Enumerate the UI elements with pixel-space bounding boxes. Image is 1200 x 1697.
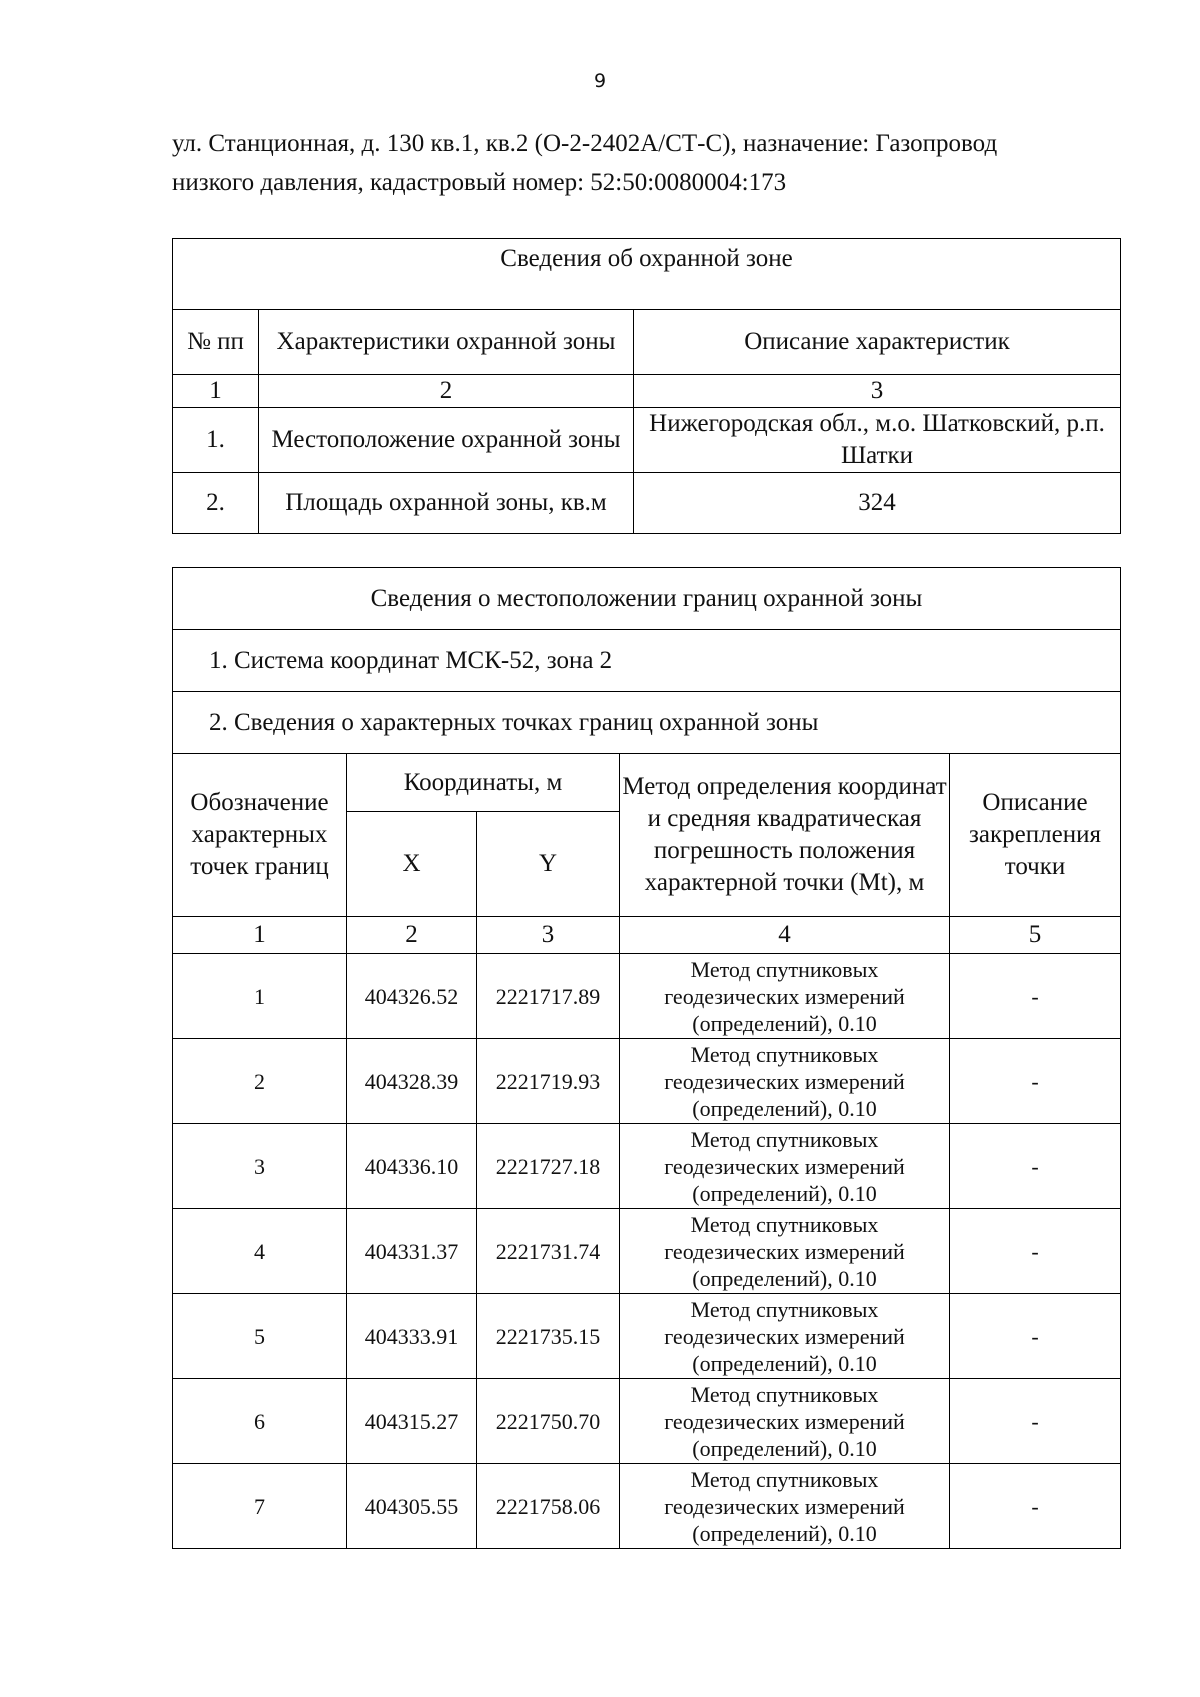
characteristic-name: Местоположение охранной зоны <box>259 408 634 473</box>
point-y: 2221719.93 <box>477 1039 620 1124</box>
point-fixing: - <box>950 1209 1121 1294</box>
intro-line-1: ул. Станционная, д. 130 кв.1, кв.2 (О-2-2402А/СТ-С), назначение: Газопровод <box>172 130 998 157</box>
point-id: 6 <box>173 1379 347 1464</box>
table-row <box>173 473 1121 534</box>
table-row <box>173 1124 1121 1209</box>
point-method: Метод спутниковых геодезических измерений (определений), 0.10 <box>620 1209 950 1294</box>
point-y: 2221727.18 <box>477 1124 620 1209</box>
bounds-col-number: 4 <box>620 917 950 954</box>
header-method: Метод определения координат и средняя квадратическая погрешность положения характерной точки (Mt), м <box>620 754 950 917</box>
header-coordinates: Координаты, м <box>347 754 620 812</box>
point-fixing: - <box>950 1124 1121 1209</box>
intro-line-2: низкого давления, кадастровый номер: 52:50:0080004:173 <box>172 169 787 196</box>
point-fixing: - <box>950 954 1121 1039</box>
point-method: Метод спутниковых геодезических измерений (определений), 0.10 <box>620 1379 950 1464</box>
coordinate-system: 1. Система координат МСК-52, зона 2 <box>173 630 1121 692</box>
point-y: 2221758.06 <box>477 1464 620 1549</box>
zone-col-number: 3 <box>634 375 1121 408</box>
table-row <box>173 954 1121 1039</box>
bounds-col-number: 3 <box>477 917 620 954</box>
points-section-title: 2. Сведения о характерных точках границ охранной зоны <box>173 692 1121 754</box>
characteristic-value: 324 <box>634 473 1121 534</box>
header-y: Y <box>477 812 620 917</box>
table-row <box>173 1209 1121 1294</box>
point-fixing: - <box>950 1464 1121 1549</box>
point-method: Метод спутниковых геодезических измерений (определений), 0.10 <box>620 1464 950 1549</box>
zone-header-characteristics: Характеристики охранной зоны <box>259 310 634 375</box>
row-number: 1. <box>173 408 259 473</box>
protection-zone-table <box>172 238 1121 534</box>
point-id: 7 <box>173 1464 347 1549</box>
point-method: Метод спутниковых геодезических измерений (определений), 0.10 <box>620 954 950 1039</box>
point-fixing: - <box>950 1039 1121 1124</box>
row-number: 2. <box>173 473 259 534</box>
characteristic-name: Площадь охранной зоны, кв.м <box>259 473 634 534</box>
point-x: 404305.55 <box>347 1464 477 1549</box>
point-x: 404336.10 <box>347 1124 477 1209</box>
point-x: 404331.37 <box>347 1209 477 1294</box>
zone-col-number: 2 <box>259 375 634 408</box>
zone-header-description: Описание характеристик <box>634 310 1121 375</box>
point-y: 2221750.70 <box>477 1379 620 1464</box>
page-number: 9 <box>593 70 607 92</box>
intro-paragraph <box>172 124 1132 202</box>
boundary-points-table <box>172 567 1121 1549</box>
point-method: Метод спутниковых геодезических измерений (определений), 0.10 <box>620 1039 950 1124</box>
point-method: Метод спутниковых геодезических измерений (определений), 0.10 <box>620 1124 950 1209</box>
point-x: 404315.27 <box>347 1379 477 1464</box>
bounds-table-title: Сведения о местоположении границ охранной зоны <box>173 568 1121 630</box>
point-id: 1 <box>173 954 347 1039</box>
zone-header-num: № пп <box>173 310 259 375</box>
table-row <box>173 1464 1121 1549</box>
point-id: 5 <box>173 1294 347 1379</box>
point-x: 404333.91 <box>347 1294 477 1379</box>
bounds-col-number: 1 <box>173 917 347 954</box>
point-id: 4 <box>173 1209 347 1294</box>
header-x: X <box>347 812 477 917</box>
point-y: 2221735.15 <box>477 1294 620 1379</box>
point-id: 2 <box>173 1039 347 1124</box>
point-method: Метод спутниковых геодезических измерений (определений), 0.10 <box>620 1294 950 1379</box>
point-id: 3 <box>173 1124 347 1209</box>
bounds-col-number: 2 <box>347 917 477 954</box>
zone-table-title: Сведения об охранной зоне <box>173 239 1121 310</box>
point-y: 2221717.89 <box>477 954 620 1039</box>
point-fixing: - <box>950 1294 1121 1379</box>
header-point: Обозначение характерных точек границ <box>173 754 347 917</box>
point-x: 404326.52 <box>347 954 477 1039</box>
point-y: 2221731.74 <box>477 1209 620 1294</box>
table-row <box>173 1379 1121 1464</box>
header-fixing: Описание закрепления точки <box>950 754 1121 917</box>
point-fixing: - <box>950 1379 1121 1464</box>
table-row <box>173 408 1121 473</box>
bounds-col-number: 5 <box>950 917 1121 954</box>
table-row <box>173 1294 1121 1379</box>
characteristic-value: Нижегородская обл., м.о. Шатковский, р.п. Шатки <box>634 408 1121 473</box>
table-row <box>173 1039 1121 1124</box>
point-x: 404328.39 <box>347 1039 477 1124</box>
zone-col-number: 1 <box>173 375 259 408</box>
